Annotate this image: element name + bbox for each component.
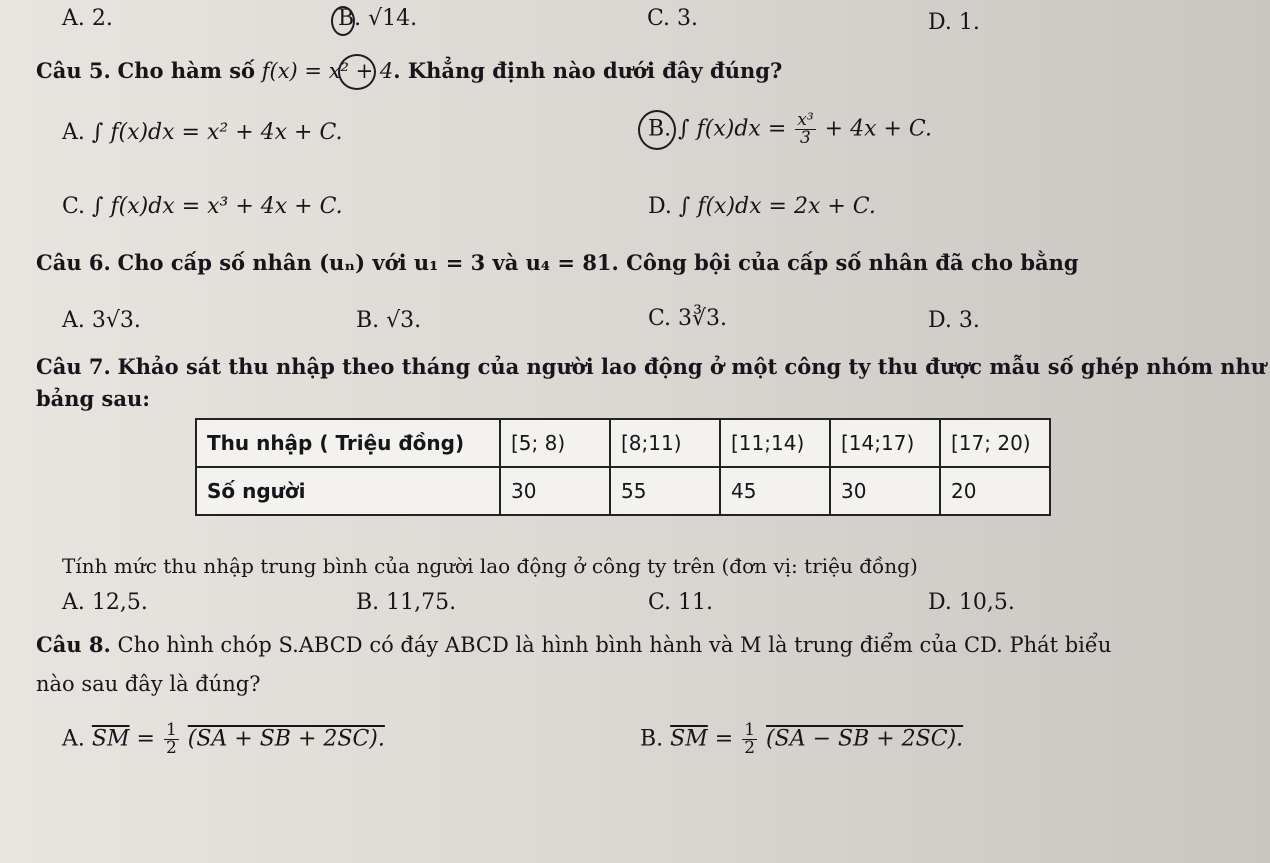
option-b-label: B. <box>648 116 672 142</box>
question-5-stem <box>36 58 782 83</box>
option-b-tail: + 4x + C. <box>824 116 932 142</box>
question-8-option-a <box>62 722 385 757</box>
table-cell-interval: [11;14) <box>720 419 830 467</box>
option-d-label: D. <box>648 194 672 219</box>
question-7-option-b: B. 11,75. <box>356 590 457 615</box>
question-8-stem-line1 <box>36 632 1111 657</box>
equals-sign: = <box>714 726 734 752</box>
table-cell-count: 30 <box>500 467 610 515</box>
fraction-denominator: 2 <box>165 738 177 758</box>
table-row-header-people: Số người <box>196 467 500 515</box>
table-cell-count: 20 <box>940 467 1050 515</box>
table-cell-count: 30 <box>830 467 940 515</box>
question-7-text: Khảo sát thu nhập theo tháng của người lao động ở một công ty thu được mẫu số ghép nhóm như <box>117 354 1267 379</box>
fraction-numerator: 1 <box>165 720 177 740</box>
question-7-option-a: A. 12,5. <box>62 590 148 615</box>
option-c-text: ∫ f(x)dx = x³ + 4x + C. <box>92 194 343 219</box>
prev-answer-d: D. 1. <box>928 10 980 35</box>
equals-sign: = <box>136 726 155 752</box>
question-5-label: Câu 5. <box>36 58 111 83</box>
question-6-option-c: C. 3∛3. <box>648 306 728 331</box>
table-row-header-income: Thu nhập ( Triệu đồng) <box>196 419 500 467</box>
question-7-option-c: C. 11. <box>648 590 714 615</box>
table-cell-interval: [17; 20) <box>940 419 1050 467</box>
table-row <box>196 467 1050 515</box>
question-7-stem-line1 <box>36 354 1266 379</box>
option-c-label: C. <box>62 194 86 219</box>
handwritten-circle-mark <box>331 6 355 36</box>
option-d-text: ∫ f(x)dx = 2x + C. <box>678 194 876 219</box>
question-7-stem-line2: bảng sau: <box>36 386 151 411</box>
half-fraction <box>164 722 179 757</box>
question-8-stem-line2: nào sau đây là đúng? <box>36 672 261 696</box>
question-8-text: Cho hình chóp S.ABCD có đáy ABCD là hình bình hành và M là trung điểm của CD. Phát biểu <box>117 633 1112 657</box>
prev-answer-a: A. 2. <box>62 6 113 31</box>
vector-sm: $\overline{SM}$ <box>91 726 130 752</box>
table-row <box>196 419 1050 467</box>
fraction-numerator: 1 <box>744 720 756 740</box>
question-6-label: Câu 6. <box>36 250 111 275</box>
question-5-option-d <box>648 194 876 219</box>
question-8-option-b <box>640 722 963 757</box>
question-7-option-d: D. 10,5. <box>928 590 1015 615</box>
option-a-text: ∫ f(x)dx = x² + 4x + C. <box>91 120 343 145</box>
question-5-option-b <box>648 112 932 147</box>
table-cell-interval: [14;17) <box>830 419 940 467</box>
question-6-option-d: D. 3. <box>928 308 980 333</box>
question-5-option-c <box>62 194 343 219</box>
question-7-label: Câu 7. <box>36 354 111 379</box>
option-b-integral: ∫ f(x)dx = <box>678 116 787 142</box>
option-b-fraction <box>795 112 815 147</box>
vector-sm: $\overline{SM}$ <box>670 726 708 752</box>
question-5-function: f(x) = x² + 4 <box>261 59 394 83</box>
table-cell-count: 45 <box>720 467 830 515</box>
question-5-stem-post: . Khẳng định nào dưới đây đúng? <box>393 58 783 83</box>
half-fraction <box>742 722 757 757</box>
question-6-option-b: B. √3. <box>356 308 422 333</box>
table-cell-interval: [8;11) <box>610 419 720 467</box>
fraction-numerator: x³ <box>797 110 814 130</box>
option-b-label: B. <box>640 726 664 752</box>
question-6-option-a: A. 3√3. <box>62 308 141 333</box>
handwritten-answer-circle <box>638 110 676 150</box>
question-5-stem-pre: Cho hàm số <box>117 58 256 83</box>
option-a-label: A. <box>62 120 85 145</box>
question-6-text: Cho cấp số nhân (uₙ) với u₁ = 3 và u₄ = 81. Công bội của cấp số nhân đã cho bằng <box>117 250 1079 275</box>
fraction-denominator: 2 <box>744 738 756 758</box>
fraction-denominator: 3 <box>800 128 811 148</box>
option-a-label: A. <box>62 726 85 752</box>
question-7-prompt: Tính mức thu nhập trung bình của người lao động ở công ty trên (đơn vị: triệu đồng) <box>62 554 918 578</box>
table-cell-interval: [5; 8) <box>500 419 610 467</box>
frequency-table <box>195 418 1051 516</box>
handwritten-circle-mark <box>338 54 376 90</box>
prev-answer-c: C. 3. <box>647 6 699 31</box>
prev-answer-b: B. √14. <box>338 6 418 31</box>
question-8-label: Câu 8. <box>36 632 111 657</box>
table-cell-count: 55 <box>610 467 720 515</box>
vector-sum: (SA + SB + 2SC). <box>187 726 385 752</box>
vector-sum: (SA − SB + 2SC). <box>766 726 964 752</box>
question-6-stem <box>36 250 1079 275</box>
question-5-option-a <box>62 120 342 145</box>
